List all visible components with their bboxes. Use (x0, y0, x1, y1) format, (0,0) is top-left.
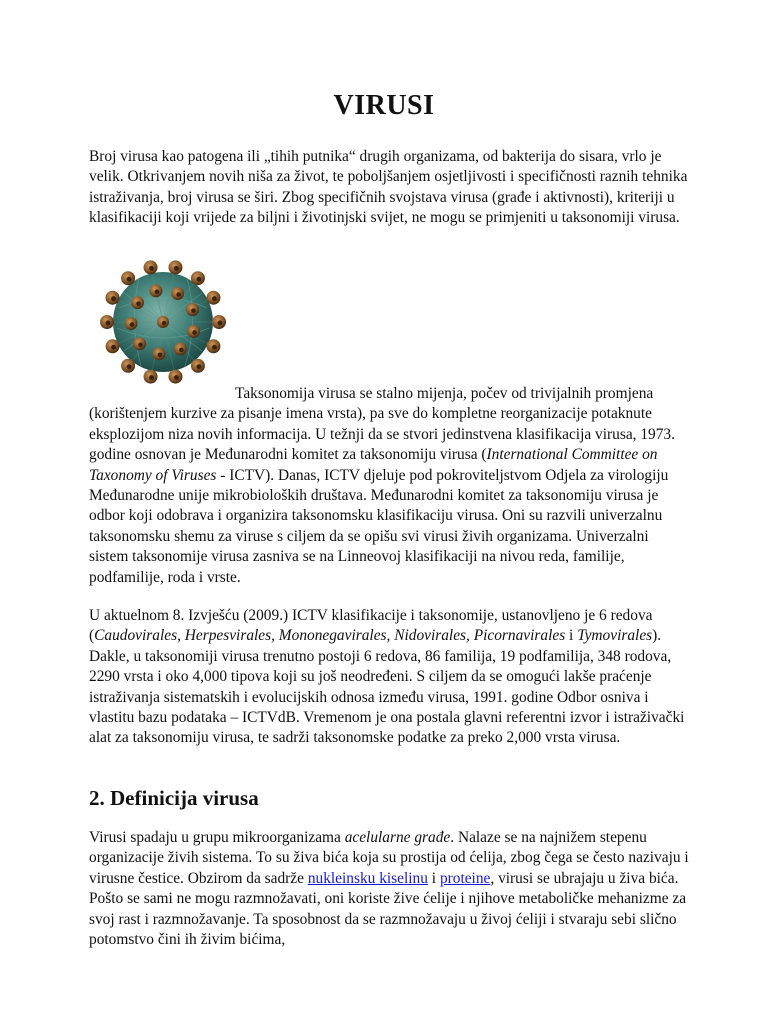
acellular-term: acelularne građe (344, 829, 451, 846)
section-heading: 2. Definicija virusa (89, 786, 259, 810)
proteins-link[interactable]: proteine (439, 869, 491, 887)
definition-text-3: i (427, 869, 440, 887)
definition-text-2: . Nalaze se na najnižem stepenu organizacije živih sistema. To su živa bića koja su prostija od ćelija, zbog čega se često nazivaju i virusne čestice. Obzirom da sadrže (89, 829, 689, 887)
taxonomy-text-1: Taksonomija virusa se stalno mijenja, počev od trivijalnih promjena (korištenjem kurzive za pisanje imena vrsta), pa sve do kompletne reorganizacije potaknute eksplozijom niza novih informacija. U težnji da se stvori jedinstvena klasifikacija virusa, 1973. godine osnovan je Međunarodni komitet za taksonomiju virusa ( (89, 385, 675, 464)
taxonomy-text-2: - ICTV). Danas, ICTV djeluje pod pokroviteljstvom Odjela za virologiju Međunarodne unije mikrobioloških društava. Međunarodni komitet za taksonomiju virusa je odbor koji odobrava i organizira taksonomsku klasifikaciju virusa. Oni su razvili univerzalnu taksonomsku shemu za viruse s ciljem da se opišu svi virusi živih organizama. Univerzalni sistem taksonomije virusa zasniva se na Linneovoj klasifikaciji na nivou reda, familije, podfamilije, roda i vrste. (89, 466, 669, 586)
order-names: Caudovirales, Herpesvirales, Mononegavirales, Nidovirales, Picornavirales (94, 627, 566, 645)
intro-paragraph: Broj virusa kao patogena ili „tihih putnika“ drugih organizama, od bakterija do sisara, vrlo je velik. Otkrivanjem novih niša za život, te poboljšanjem osjetljivosti i specifičnosti raznih tehnika istraživanja, broj virusa se širi. Zbog specifičnih svojstava virusa (građe i aktivnosti), kriteriji u klasifikaciji koji vrijede za biljni i životinjski svijet, ne mogu se primjeniti u taksonomiji virusa. (89, 148, 688, 227)
report-text-1: U aktuelnom 8. Izvješću (2009.) ICTV klasifikacije i taksonomije, ustanovljeno je 6 redova ( (89, 607, 653, 645)
report-and: i (565, 627, 578, 645)
ictv-full-name: International Committee on Taxonomy of Viruses (89, 446, 658, 484)
report-text-2: ). Dakle, u taksonomiji virusa trenutno postoji 6 redova, 86 familija, 19 podfamilija, 348 rodova, 2290 vrsta i oko 4,000 tipova koji su još neodređeni. S ciljem da se omogući lakše praćenje istraživanja sistematskih i evolucijskih odnosa između virusa, 1991. godine Odbor osniva i vlastitu bazu podataka – ICTVdB. Vremenom je ona postala glavni referentni izvor i istraživački alat za taksonomiju virusa, te sadrži taksonomske podatke za preko 2,000 vrsta virusa. (89, 627, 685, 747)
taxonomy-paragraph (89, 384, 689, 588)
order-last: Tymovirales (577, 627, 653, 645)
virus-image (89, 248, 235, 396)
document-title: VIRUSI (333, 90, 435, 121)
report-paragraph (89, 606, 689, 749)
nucleic-acid-link[interactable]: nukleinsku kiselinu (307, 869, 428, 887)
definition-text-4: , virusi se ubrajaju u živa bića. Pošto se sami ne mogu razmnožavati, oni koriste žive ćelije i njihove metaboličke mehanizme za svoj rast i razmnožavanje. Ta sposobnost da se razmnožavaju u živoj ćeliji i stvaraju sebi slično potomstvo čini ih živim bićima, (89, 869, 687, 949)
definition-paragraph (89, 828, 689, 950)
definition-text-1: Virusi spadaju u grupu mikroorganizama (89, 829, 345, 846)
